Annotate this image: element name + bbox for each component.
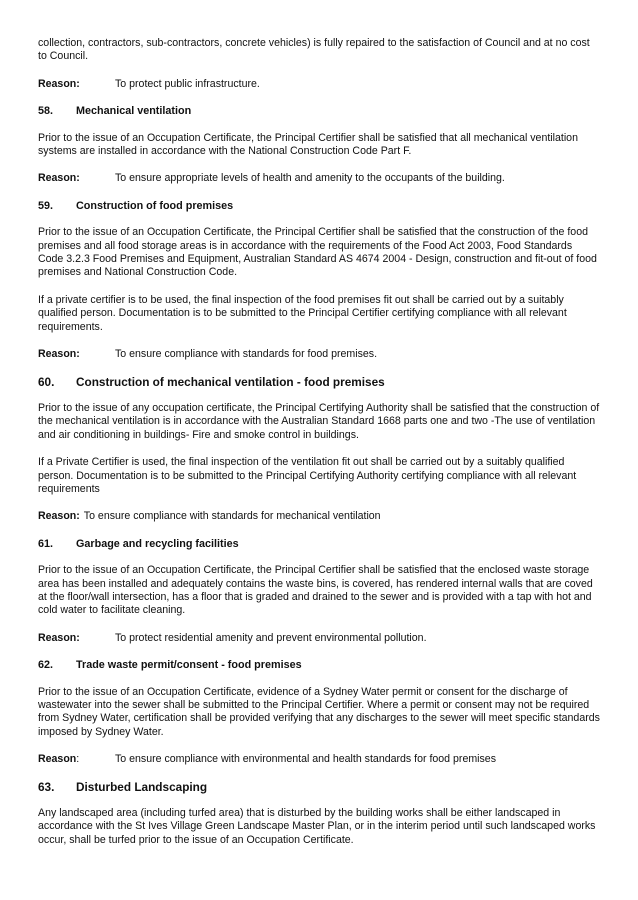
section-62-reason — [38, 753, 600, 766]
reason-label-wrap — [38, 753, 115, 766]
section-60-reason — [38, 510, 600, 523]
section-61-heading — [38, 538, 600, 551]
section-title: Garbage and recycling facilities — [76, 537, 239, 550]
section-number: 62. — [38, 659, 54, 672]
section-title: Mechanical ventilation — [76, 105, 192, 118]
section-62-paragraph: Prior to the issue of an Occupation Certificate, evidence of a Sydney Water permit or consent for the discharge of wastewater into the sewer shall be submitted to the Principal Certifier. Where a permit or consent may not be required from Sydney Water, certification shall be provided verifying that any discharges to the sewer will meet specific standards imposed by Sydney Water. — [38, 685, 600, 738]
section-63-paragraph: Any landscaped area (including turfed area) that is disturbed by the building works shall be either landscaped in accordance with the St Ives Village Green Landscape Master Plan, or in the interim period until such landscaped works occur, shall be turfed prior to the issue of an Occupation Certificate. — [38, 807, 596, 846]
section-59-reason — [38, 348, 600, 361]
document-page — [38, 37, 600, 861]
section-title: Disturbed Landscaping — [76, 779, 208, 794]
section-59-heading — [38, 200, 600, 213]
section-59-paragraph-1: Prior to the issue of an Occupation Certificate, the Principal Certifier shall be satisfied that the construction of the food premises and all food storage areas is in accordance with the requirements of the Food Act 2003, Food Standards Code 3.2.3 Food Premises and Equipment, Australian Standard AS 4674 2004 - Design, construction and fit-out of food premises and National Construction Code. — [38, 226, 597, 279]
section-63-heading — [38, 781, 600, 794]
intro-paragraph: collection, contractors, sub-contractors, concrete vehicles) is fully repaired to the satisfaction of Council and at no cost to Council. — [38, 37, 590, 63]
section-number: 59. — [38, 199, 54, 212]
section-58-reason — [38, 172, 600, 185]
section-title: Trade waste permit/consent - food premises — [76, 659, 302, 672]
section-number: 63. — [38, 779, 55, 794]
intro-reason — [38, 78, 600, 91]
section-number: 58. — [38, 105, 54, 118]
reason-text: To ensure compliance with standards for food premises. — [115, 348, 378, 361]
section-59-paragraph-2: If a private certifier is to be used, the final inspection of the food premises fit out shall be carried out by a suitably qualified person. Documentation is to be submitted to the Principal Certifier certifying compliance with all relevant requirements. — [38, 293, 567, 333]
section-number: 60. — [38, 374, 55, 389]
section-title: Construction of food premises — [76, 199, 234, 212]
section-60-paragraph-1: Prior to the issue of any occupation certificate, the Principal Certifying Authority shall be satisfied that the construction of the mechanical ventilation is in accordance with the Australian Standard 1668 parts one and two -The use of ventilation and air conditioning in buildings- Fire and smoke control in buildings. — [38, 401, 600, 441]
section-58-heading — [38, 105, 600, 118]
section-58-paragraph: Prior to the issue of an Occupation Certificate, the Principal Certifier shall be satisfied that all mechanical ventilation systems are installed in accordance with the National Construction Code Part F. — [38, 131, 578, 158]
reason-text: To ensure appropriate levels of health and amenity to the occupants of the building. — [115, 172, 505, 185]
reason-label: Reason — [38, 753, 77, 766]
reason-label: Reason: — [38, 348, 80, 361]
reason-label: Reason: — [38, 510, 80, 523]
section-60-paragraph-2: If a Private Certifier is used, the final inspection of the ventilation fit out shall be carried out by a suitably qualified person. Documentation is to be submitted to the Principal Certifying Authority certifying compliance with all relevant requirements — [38, 456, 577, 495]
section-61-paragraph: Prior to the issue of an Occupation Certificate, the Principal Certifier shall be satisfied that the enclosed waste storage area has been installed and adequately contains the waste bins, is covered, has rendered internal walls that are coved at the floor/wall intersection, has a floor that is graded and drained to the sewer and is provided with a tap with hot and cold water to facilitate cleaning. — [38, 564, 593, 617]
section-number: 61. — [38, 537, 54, 550]
reason-label: Reason: — [38, 631, 80, 644]
reason-text: To ensure compliance with environmental and health standards for food premises — [115, 753, 496, 766]
reason-label: Reason: — [38, 172, 80, 185]
reason-text: To ensure compliance with standards for mechanical ventilation — [83, 510, 381, 523]
reason-text: To protect residential amenity and prevent environmental pollution. — [115, 631, 427, 644]
reason-label: Reason: — [38, 77, 80, 90]
section-title: Construction of mechanical ventilation - food premises — [76, 374, 385, 389]
reason-colon: : — [76, 753, 80, 766]
reason-text: To protect public infrastructure. — [115, 77, 260, 90]
section-60-heading — [38, 376, 600, 389]
section-61-reason — [38, 632, 600, 645]
section-62-heading — [38, 659, 600, 672]
